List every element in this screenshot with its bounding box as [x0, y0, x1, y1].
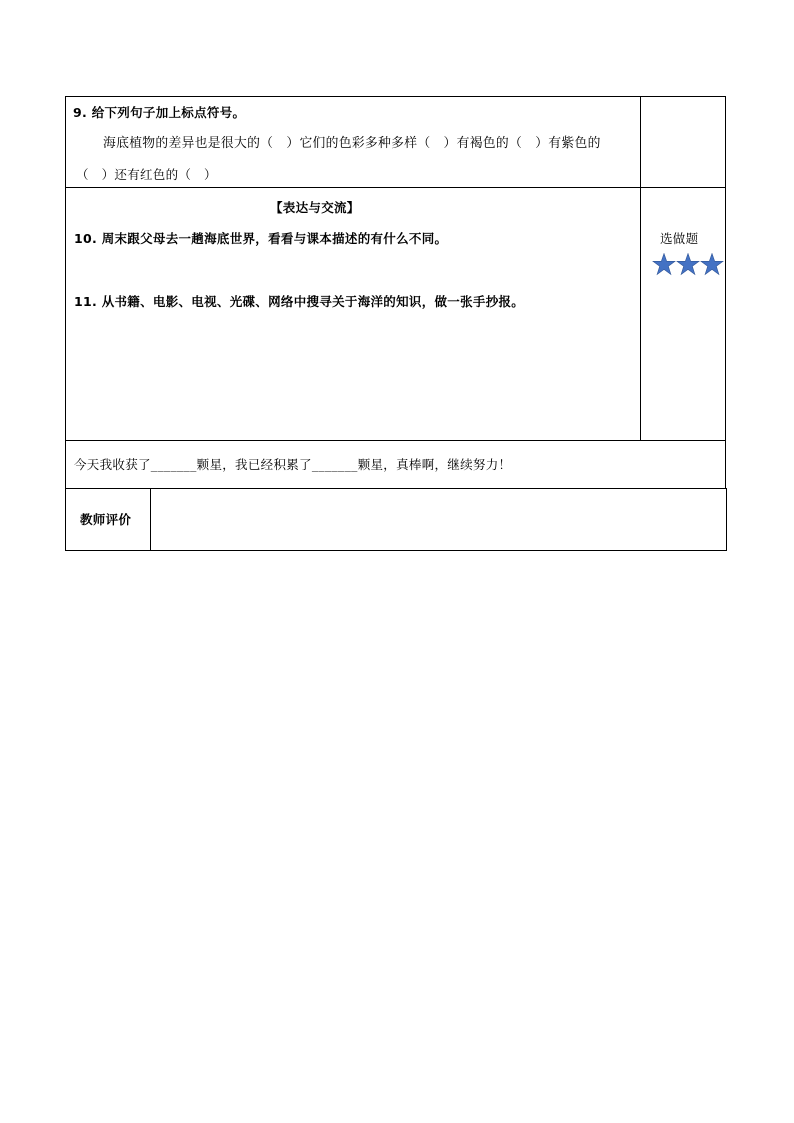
- express-side-cell: [640, 187, 726, 441]
- summary-text: 今天我收获了_______颗星，我已经积累了_______颗星，真棒啊，继续努力！: [74, 457, 512, 472]
- q10-text: 10. 周末跟父母去一趟海底世界，看看与课本描述的有什么不同。: [74, 231, 448, 246]
- q9-sentence-line2: （ ）还有红色的（ ）: [76, 167, 217, 182]
- q11-text: 11. 从书籍、电影、电视、光碟、网络中搜寻关于海洋的知识，做一张手抄报。: [74, 294, 525, 309]
- express-main-cell: [65, 187, 641, 441]
- q9-sentence-line1: 海底植物的差异也是很大的（ ）它们的色彩多种多样（ ）有褐色的（ ）有紫色的: [103, 136, 601, 151]
- teacher-label: 教师评价: [80, 512, 132, 527]
- star-icon: [653, 254, 675, 275]
- rating-stars: [652, 253, 724, 277]
- express-heading: 【表达与交流】: [270, 200, 360, 215]
- teacher-value-cell[interactable]: [150, 488, 727, 551]
- optional-label: 选做题: [660, 231, 699, 246]
- star-icon: [677, 254, 699, 275]
- q9-title: 9. 给下列句子加上标点符号。: [73, 105, 246, 120]
- star-icon: [701, 254, 723, 275]
- q9-side-cell: [640, 96, 726, 188]
